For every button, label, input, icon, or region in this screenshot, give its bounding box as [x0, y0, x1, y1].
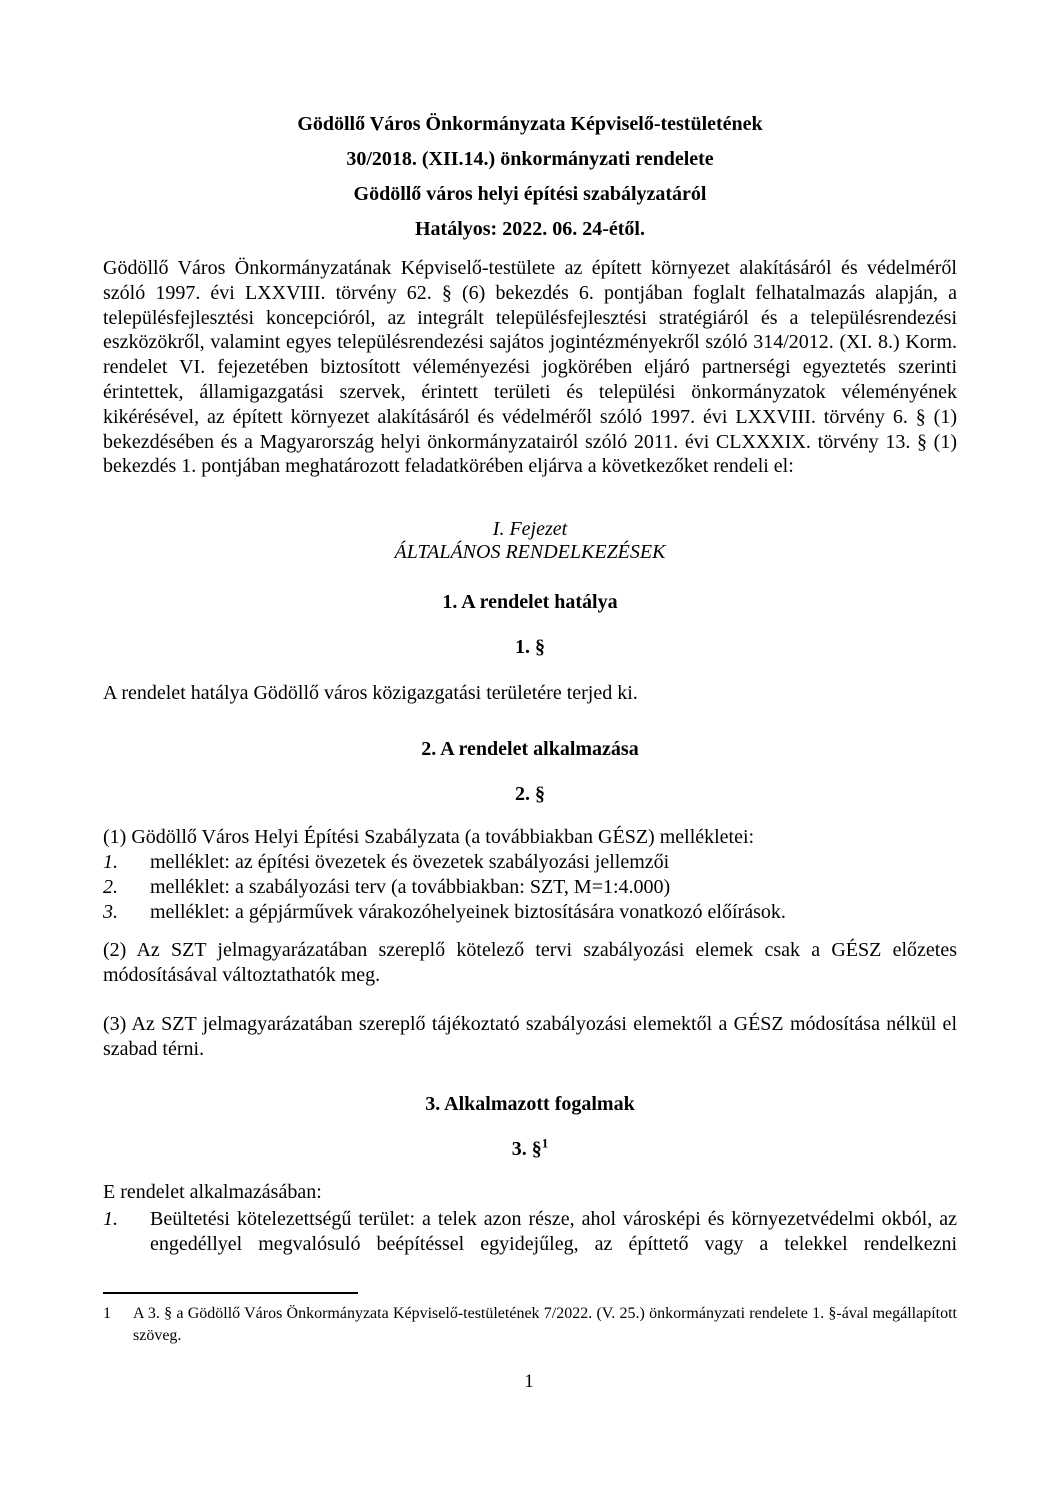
doc-title-line-3: Gödöllő város helyi építési szabályzatáról: [353, 183, 707, 205]
definition-item-text: Beültetési kötelezettségű terület: a telek azon része, ahol városképi és környezetvédelmi okból, az engedéllyel megvalósuló beépítéssel egyidejűleg, az építtető vagy a telekkel rendelkezni: [150, 1207, 957, 1255]
section-3-paragraph-label: [103, 1135, 957, 1161]
footnote-separator: [103, 1292, 358, 1294]
annex-item-text: melléklet: a gépjárművek várakozóhelyeinek biztosítására vonatkozó előírások.: [150, 900, 786, 923]
preamble-paragraph: Gödöllő Város Önkormányzatának Képviselő-testülete az épített környezet alakításáról és védelméről szóló 1997. évi LXXVIII. törvény 62. § (6) bekezdés 6. pontjában foglalt felhatalmazás alapján, a településfejlesztési koncepcióról, az integrált településfejlesztési stratégiáról és a településrendezési eszközökről, valamint egyes településrendezési sajátos jogintézményekről szóló 314/2012. (XI. 8.) Korm. rendelet VI. fejezetében biztosított véleményezési jogkörében eljáró partnerségi egyeztetés szerinti érintettek, államigazgatási szervek, érintett területi és települési önkormányzatok véleményének kikérésével, az épített környezet alakításáról és védelméről szóló 1997. évi LXXVIII. törvény 6. § (1) bekezdésében és a Magyarország helyi önkormányzatairól szóló 2011. évi CLXXXIX. törvény 13. § (1) bekezdés 1. pontjában meghatározott feladatkörében eljárva a következőket rendeli el:: [103, 257, 957, 478]
section-3-heading: 3. Alkalmazott fogalmak: [425, 1092, 635, 1115]
footnote-text: A 3. § a Gödöllő Város Önkormányzata Képviselő-testületének 7/2022. (V. 25.) önkormányzati rendelete 1. §-ával megállapított szöveg.: [133, 1305, 957, 1344]
doc-title-line-1: Gödöllő Város Önkormányzata Képviselő-testületének: [297, 113, 763, 135]
section-2-paragraph-label: 2. §: [515, 782, 545, 805]
document-content: [103, 113, 957, 1257]
section-1-text: A rendelet hatálya Gödöllő város közigazgatási területére terjed ki.: [103, 682, 638, 705]
section-3-intro: E rendelet alkalmazásában:: [103, 1180, 322, 1203]
doc-title-line-2: 30/2018. (XII.14.) önkormányzati rendelete: [346, 148, 714, 170]
page-number: 1: [524, 1371, 534, 1392]
annex-list-item: [103, 900, 957, 925]
section-3-paragraph-label-text: 3. §: [511, 1137, 542, 1160]
footnote: [103, 1303, 957, 1347]
annex-item-text: melléklet: az építési övezetek és övezetek szabályozási jellemzői: [150, 850, 670, 873]
definition-list: [103, 1207, 957, 1257]
definition-list-item: [103, 1207, 957, 1257]
section-1-paragraph-label: 1. §: [515, 636, 545, 659]
doc-title-line-4: Hatályos: 2022. 06. 24-étől.: [415, 218, 645, 240]
section-2-subsection-3: (3) Az SZT jelmagyarázatában szereplő tájékoztató szabályozási elemektől a GÉSZ módosítása nélkül el szabad térni.: [103, 1013, 957, 1061]
footnote-reference: 1: [541, 1135, 549, 1151]
annex-item-number: 1.: [103, 850, 118, 873]
annex-item-number: 3.: [103, 900, 118, 923]
section-2-heading: 2. A rendelet alkalmazása: [421, 737, 639, 760]
footnote-marker: 1: [103, 1305, 111, 1322]
chapter-heading: [103, 518, 957, 564]
section-2-subsection-2: (2) Az SZT jelmagyarázatában szereplő kötelező tervi szabályozási elemek csak a GÉSZ előzetes módosításával változtathatók meg.: [103, 938, 957, 986]
annex-list-item: [103, 875, 957, 900]
section-2-subsection-1: (1) Gödöllő Város Helyi Építési Szabályzata (a továbbiakban GÉSZ) mellékletei:: [103, 825, 755, 848]
footnote-area: [103, 1292, 957, 1347]
annex-item-text: melléklet: a szabályozási terv (a továbbiakban: SZT, M=1:4.000): [150, 875, 671, 898]
annex-list: [103, 850, 957, 925]
annex-item-number: 2.: [103, 875, 118, 898]
chapter-title: ÁLTALÁNOS RENDELKEZÉSEK: [394, 541, 666, 564]
section-1-heading: 1. A rendelet hatálya: [442, 591, 618, 614]
annex-list-item: [103, 850, 957, 875]
chapter-number: I. Fejezet: [492, 518, 568, 541]
definition-item-number: 1.: [103, 1207, 118, 1230]
